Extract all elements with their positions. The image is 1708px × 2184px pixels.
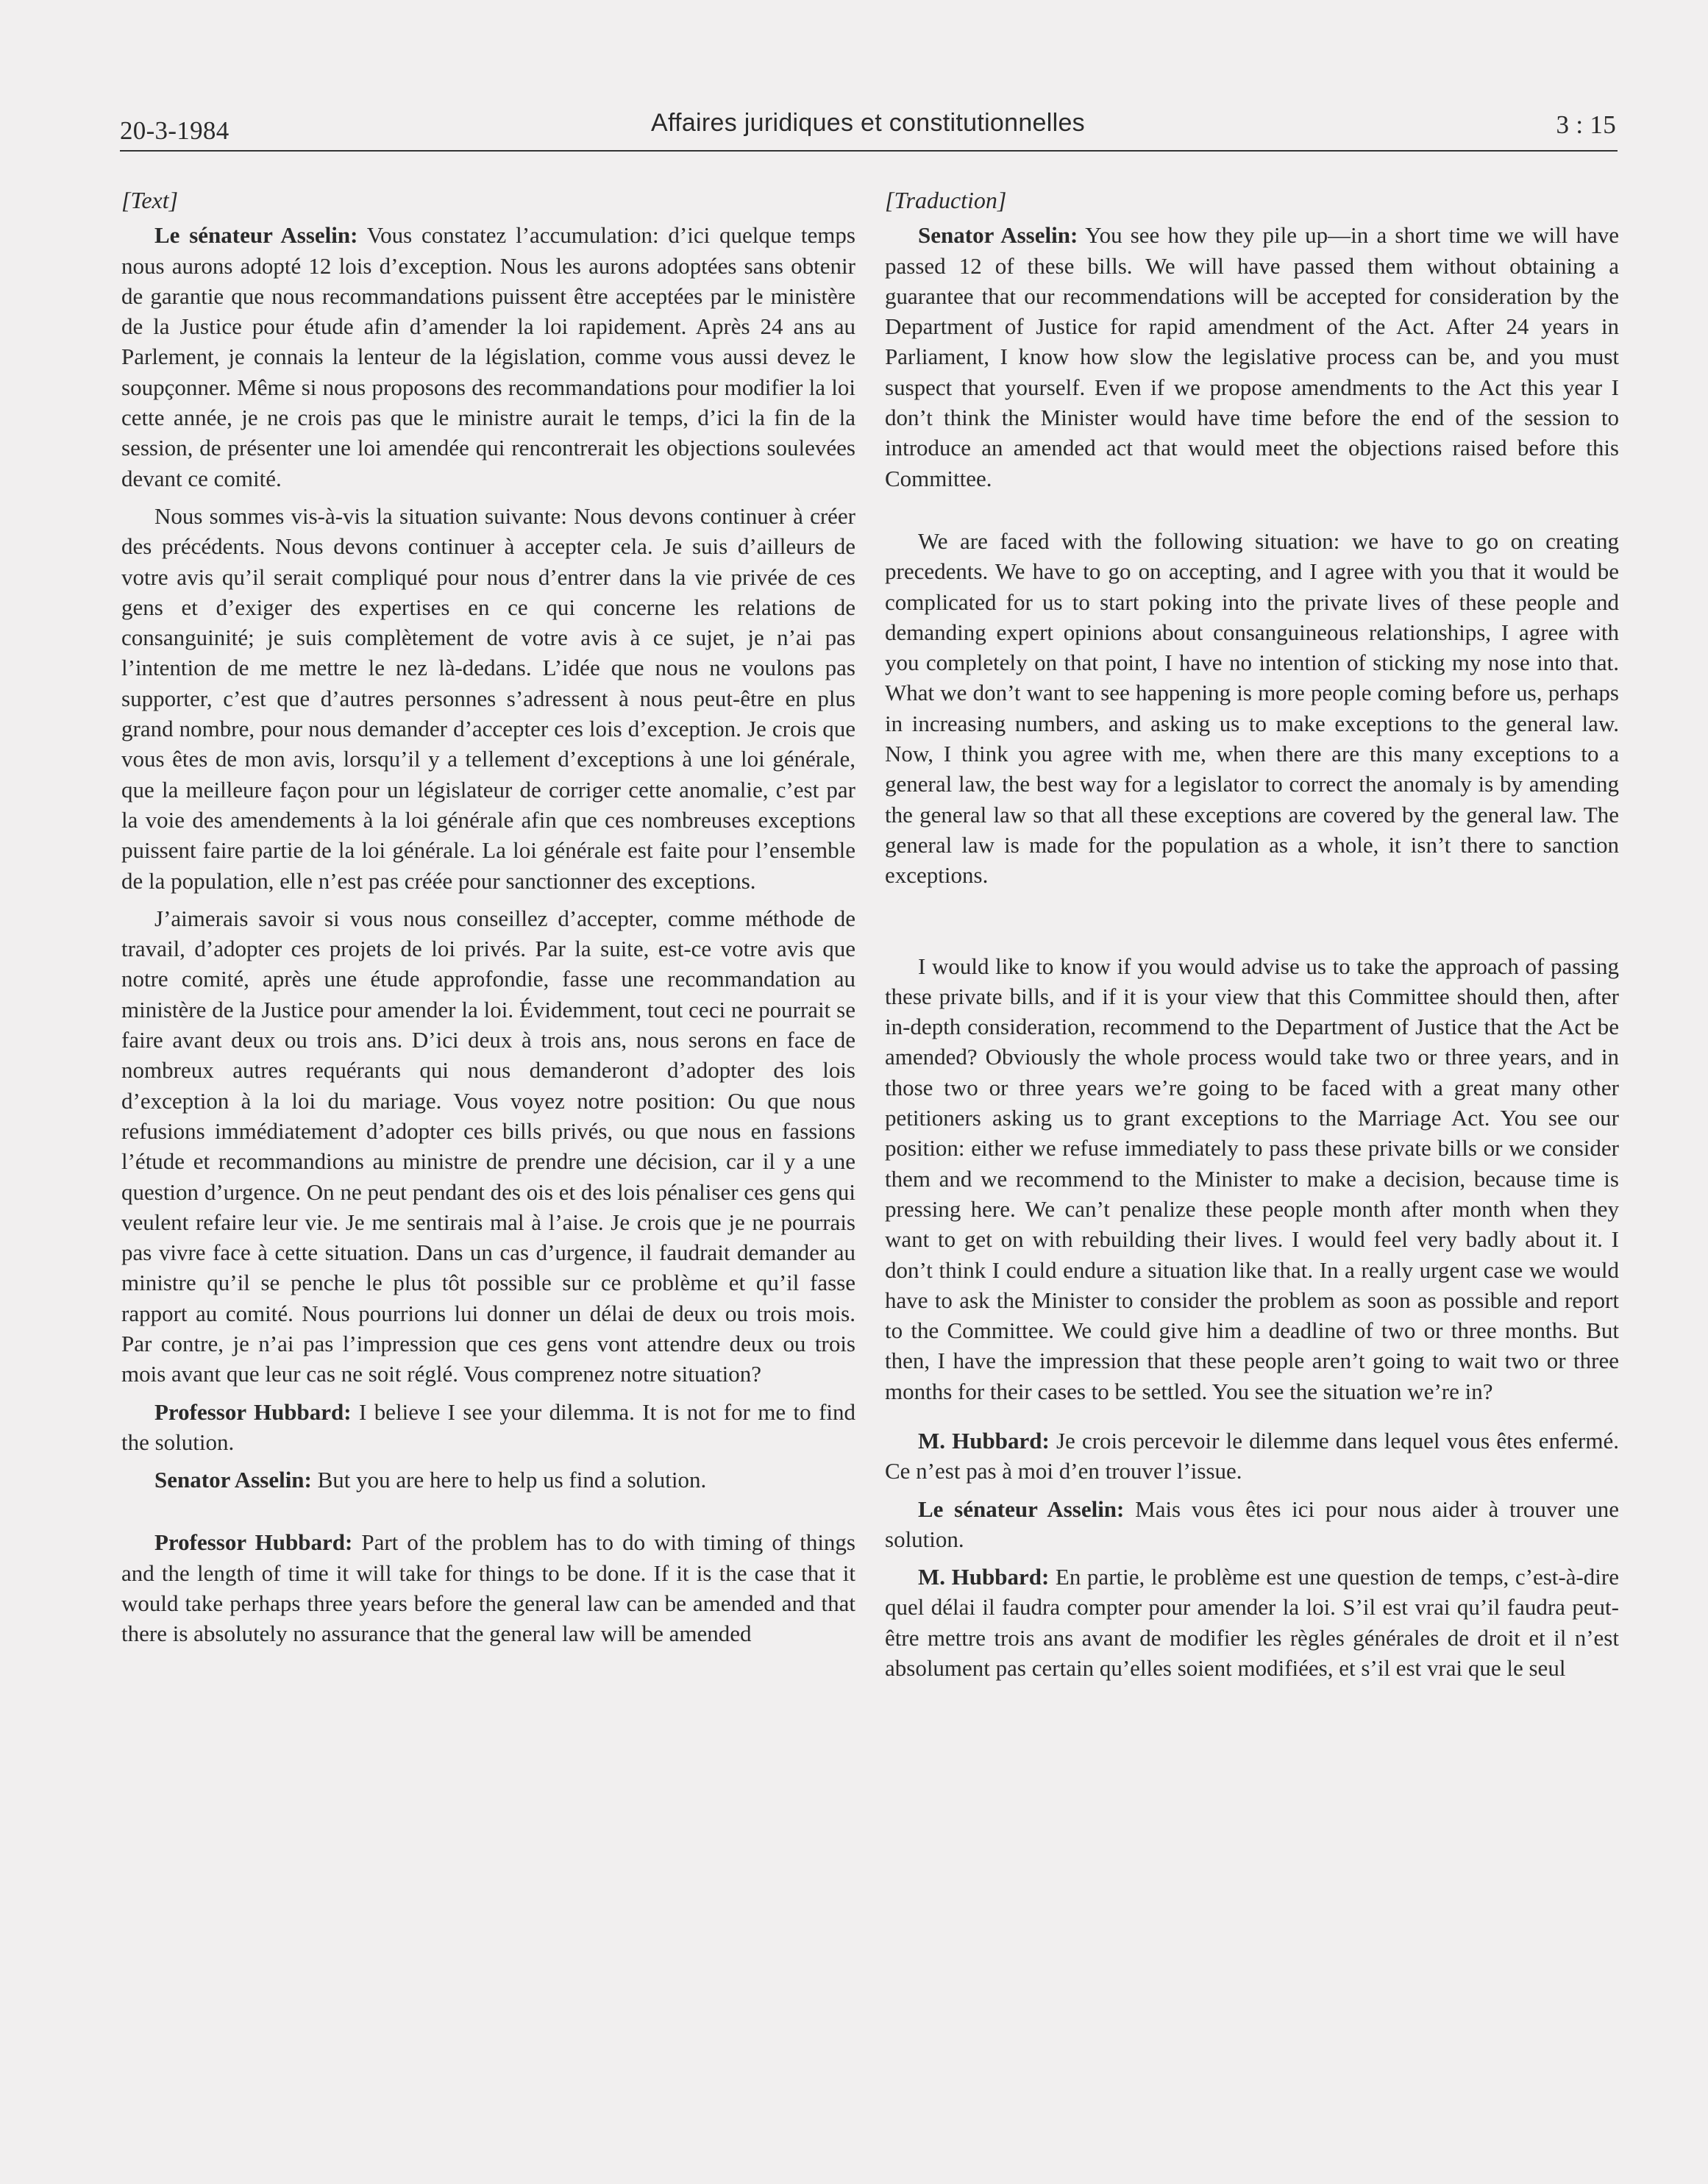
header-page-number: 3 : 15 (1556, 110, 1616, 139)
right-column (885, 185, 1619, 1683)
speaker-name: M. Hubbard: (918, 1564, 1050, 1590)
paragraph (885, 1562, 1619, 1683)
paragraph-text: En partie, le problème est une question de temps, c’est-à-dire quel délai il faudra compter pour amender la loi. S’il est vrai qu’il faudra peut-être mettre trois ans avant de modifier les règles générales de droit et il n’est absolument pas certain qu’elles soient modifiées, et s’il est vrai que le seul (885, 1564, 1619, 1682)
paragraph (885, 526, 1619, 891)
paragraph (121, 501, 855, 896)
speaker-name: Professor Hubbard: (154, 1398, 352, 1425)
paragraph-text: Nous sommes vis-à-vis la situation suivante: Nous devons continuer à créer des précédents. Nous devons continuer à accepter cela. Je suis d’ailleurs de votre avis qu’il serait compliqué pour nous d’entrer dans la vie privée de ces gens et d’exiger des expertises en ce qui concerne les relations de consanguinité; je suis complètement de votre avis à ce sujet, je n’ai pas l’intention de me mettre le nez là-dedans. L’idée que nous ne voulons pas supporter, c’est que d’autres personnes s’adressent à nous peut-être en plus grand nombre, pour nous demander d’accepter ces lois d’exception. Je crois que vous êtes de mon avis, lorsqu’il y a tellement d’exceptions à une loi générale, que la meilleure façon pour un législateur de corriger cette anomalie, c’est par la voie des amendements à la loi générale afin que ces nombreuses exceptions puissent faire partie de la loi générale. La loi générale est faite pour l’ensemble de la population, elle n’est pas créée pour sanctionner des exceptions. (121, 502, 855, 894)
paragraph (121, 1527, 855, 1648)
paragraph (885, 1494, 1619, 1555)
paragraph-text: You see how they pile up—in a short time we will have passed 12 of these bills. We will have passed them without obtaining a guarantee that our recommendations will be accepted for consideration by the Department of Justice for rapid amendment of the Act. After 24 years in Parliament, I know how slow the legislative process can be, and you must suspect that yourself. Even if we propose amendments to the Act this year I don’t think the Minister would have time before the end of the session to introduce an amended act that would meet the objections raised before this Committee. (885, 222, 1619, 491)
speaker-name: Professor Hubbard: (154, 1529, 353, 1556)
paragraph (885, 1426, 1619, 1487)
paragraph-text: Vous constatez l’accumulation: d’ici quelque temps nous aurons adopté 12 lois d’exception. Nous les aurons adoptées sans obtenir de garantie que nous recommandations puissent être acceptées par le ministère de la Justice pour étude afin d’amender la loi rapidement. Après 24 ans au Parlement, je connais la lenteur de la législation, comme vous aussi devez le soupçonner. Même si nous proposons des recommandations pour modifier la loi cette année, je ne crois pas que le ministre aurait le temps, d’ici la fin de la session, de présenter une loi amendée qui rencontrerait les objections soulevées devant ce comité. (121, 222, 855, 491)
paragraph-text: J’aimerais savoir si vous nous conseillez d’accepter, comme méthode de travail, d’adopter ces projets de loi privés. Par la suite, est-ce votre avis que notre comité, après une étude approfondie, fasse une recommandation au ministère de la Justice pour amender la loi. Évidemment, tout ceci ne pourrait se faire avant deux ou trois ans. D’ici deux à trois ans, nous serons en face de nombreux autres requérants qui nous demanderont d’adopter des lois d’exception à la loi du mariage. Vous voyez notre position: Ou que nous refusions immédiatement d’adopter ces bills privés, ou que nous en fassions l’étude et recommandions au ministre de prendre une décision, car il y a une question d’urgence. On ne peut pendant des ois et des lois pénaliser ces gens qui veulent refaire leur vie. Je me sentirais mal à l’aise. Je crois que je ne pourrais pas vivre face à cette situation. Dans un cas d’urgence, il faudrait demander au ministre qu’il se penche le plus tôt possible sur ce problème et qu’il fasse rapport au comité. Nous pourrions lui donner un délai de deux ou trois mois. Par contre, je n’ai pas l’impression que ces gens vont attendre deux ou trois mois avant que leur cas ne soit réglé. Vous comprenez notre situation? (121, 905, 855, 1387)
paragraph (121, 903, 855, 1390)
paragraph-text: Je crois percevoir le dilemme dans lequel vous êtes enfermé. Ce n’est pas à moi d’en trouver l’issue. (885, 1427, 1619, 1484)
paragraph-text: But you are here to help us find a solution. (311, 1467, 707, 1493)
header-title: Affaires juridiques et constitutionnelles (650, 109, 1085, 137)
column-label: [Traduction] (885, 187, 1007, 213)
speaker-name: Senator Asselin: (918, 222, 1078, 249)
left-column (121, 185, 855, 1649)
column-label: [Text] (121, 187, 179, 213)
header-rule (120, 150, 1618, 152)
speaker-name: Le sénateur Asselin: (154, 222, 358, 249)
paragraph-text: I believe I see your dilemma. It is not for me to find the solution. (121, 1398, 856, 1455)
paragraph-text: We are faced with the following situation: we have to go on creating precedents. We have to go on accepting, and I agree with you that it would be complicated for us to start poking into the private lives of these people and demanding expert opinions about consanguineous relationships, I agree with you completely on that point, I have no intention of sticking my nose into that. What we don’t want to see happening is more people coming before us, perhaps in increasing numbers, and asking us to make exceptions to the general law. Now, I think you agree with me, when there are this many exceptions to a general law, the best way for a legislator to correct the anomaly is by amending the general law so that all these exceptions are covered by the general law. The general law is made for the population as a whole, it isn’t there to sanction exceptions. (885, 527, 1619, 889)
paragraph-text: Mais vous êtes ici pour nous aider à trouver une solution. (885, 1495, 1619, 1552)
page-header (120, 109, 1616, 150)
paragraph (121, 220, 855, 494)
speaker-name: Senator Asselin: (154, 1467, 312, 1493)
header-date: 20-3-1984 (120, 116, 229, 145)
paragraph (121, 1397, 855, 1458)
paragraph (885, 220, 1619, 494)
paragraph-text: Part of the problem has to do with timing of things and the length of time it will take for things to be done. If it is the case that it would take perhaps three years before the general law can be amended and that there is absolutely no assurance that the general law will be amended (121, 1529, 855, 1647)
speaker-name: M. Hubbard: (918, 1427, 1050, 1454)
paragraph (121, 1465, 855, 1495)
speaker-name: Le sénateur Asselin: (918, 1495, 1125, 1522)
paragraph-text: I would like to know if you would advise us to take the approach of passing these private bills, and if it is your view that this Committee should then, after in-depth consideration, recommend to the Department of Justice that the Act be amended? Obviously the whole process would take two or three years, and in those two or three years we’re going to be faced with a great many other petitioners asking us to grant exceptions to the Marriage Act. You see our position: either we refuse immediately to pass these private bills or we consider them and we recommend to the Minister to make a decision, because time is pressing here. We can’t penalize these people month after month when they want to get on with rebuilding their lives. I would feel very badly about it. I don’t think I could endure a situation like that. In a really urgent case we would have to ask the Minister to consider the problem as soon as possible and report to the Committee. We could give him a deadline of two or three months. But then, I have the impression that these people aren’t going to wait two or three months for their cases to be settled. You see the situation we’re in? (885, 953, 1619, 1404)
paragraph (885, 951, 1619, 1406)
